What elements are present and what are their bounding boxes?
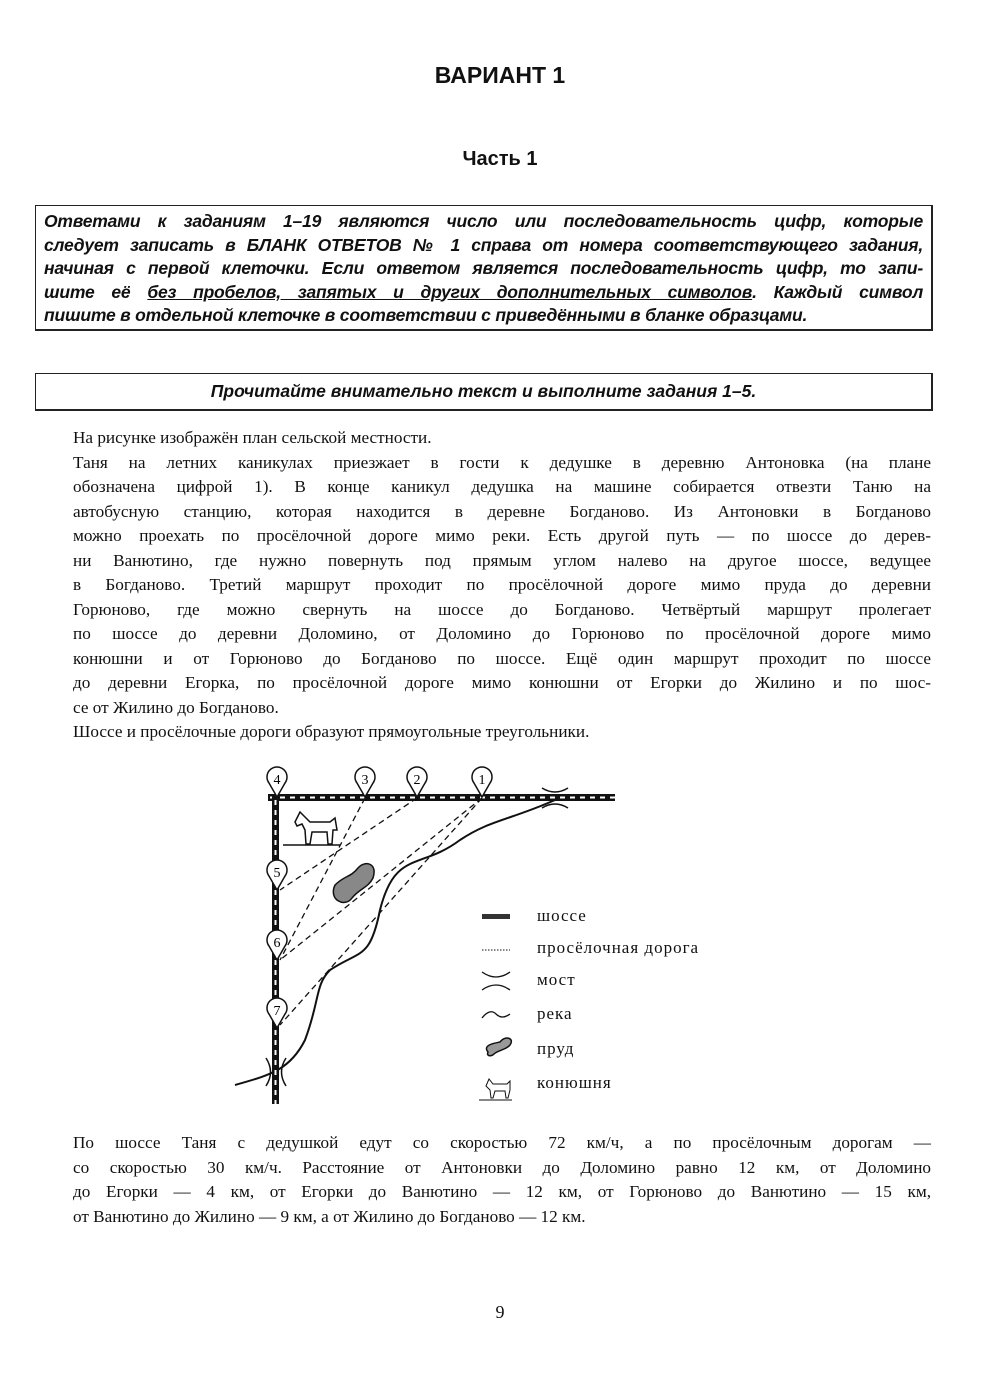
part-title: Часть 1: [462, 148, 538, 170]
legend-bridge-icon: [482, 972, 510, 990]
marker-label: 3: [361, 773, 369, 788]
task-header: Прочитайте внимательно текст и выполните задания 1–5.: [210, 381, 757, 401]
marker-label: 5: [273, 866, 281, 881]
legend-pond-icon: [486, 1038, 511, 1056]
problem-text-2: [73, 1131, 931, 1229]
text-line: Горюново, где можно свернуть на шоссе до Богданово. Четвёртый маршрут пролегает: [73, 599, 931, 619]
text-line: се от Жилино до Богданово.: [73, 697, 279, 717]
text-line: ни Ванютино, где нужно повернуть под прямым углом налево на другое шоссе, ведущее: [73, 550, 931, 570]
text-line: На рисунке изображён план сельской местности.: [73, 428, 432, 447]
text-line: до Егорки — 4 км, от Егорки до Ванютино — 12 км, от Горюново до Ванютино — 15 км,: [73, 1182, 931, 1201]
marker-label: 6: [273, 936, 281, 951]
instruction-line: начиная с первой клеточки. Если ответом является последовательность цифр, то запи-: [44, 258, 923, 278]
marker-2: [407, 767, 427, 797]
legend-highway-icon: [482, 914, 510, 919]
marker-6: [267, 930, 287, 960]
page-number: 9: [495, 1302, 505, 1322]
marker-label: 1: [478, 773, 486, 788]
marker-label: 7: [273, 1004, 281, 1019]
instruction-text: . Каждый символ: [752, 281, 924, 302]
marker-3: [355, 767, 375, 797]
stable-icon: [283, 812, 340, 845]
text-line: Шоссе и просёлочные дороги образуют прямоугольные треугольники.: [73, 722, 590, 741]
text-line: обозначена цифрой 1). В конце каникул дедушка на машине собирается отвезти Таню на: [73, 477, 931, 496]
instructions-box: [35, 205, 933, 331]
marker-5: [267, 860, 287, 890]
variant-title: ВАРИАНТ 1: [434, 62, 566, 88]
task-header-box: [35, 373, 933, 411]
instruction-line: следует записать в БЛАНК ОТВЕТОВ № 1 справа от номера соответствующего задания,: [44, 234, 923, 255]
marker-label: 2: [413, 773, 421, 788]
text-line: в Богданово. Третий маршрут проходит по просёлочной дороге мимо пруда до деревни: [73, 575, 931, 594]
text-line: Таня на летних каникулах приезжает в гости к дедушке в деревню Антоновка (на плане: [73, 452, 931, 472]
legend-bridge: мост: [537, 970, 576, 989]
instruction-underlined: без пробелов, запятых и других дополнительных символов: [147, 281, 753, 302]
pond: [333, 864, 374, 903]
legend-river-icon: [482, 1012, 510, 1018]
text-line: можно проехать по просёлочной дороге мимо реки. Есть другой путь — по шоссе до дерев-: [73, 526, 931, 545]
highway-horizontal: [268, 794, 615, 801]
legend-highway: шоссе: [537, 906, 587, 925]
text-line: конюшни и от Горюново до Богданово по шоссе. Ещё один маршрут проходит по шоссе: [73, 648, 931, 668]
instruction-text: шите её: [44, 281, 148, 302]
marker-7: [267, 998, 287, 1028]
text-line: автобусную станцию, которая находится в деревне Богданово. Из Антоновки в Богданово: [73, 501, 931, 521]
problem-text: [73, 426, 931, 745]
instruction-line: пишите в отдельной клеточке в соответствии с приведёнными в бланке образцами.: [44, 305, 808, 325]
instruction-line: [44, 281, 923, 305]
legend-pond: пруд: [537, 1039, 575, 1058]
legend-symbols: [479, 914, 512, 1100]
text-line: По шоссе Таня с дедушкой едут со скоростью 72 км/ч, а по просёлочным дорогам —: [73, 1133, 931, 1152]
marker-label: 4: [273, 773, 281, 788]
legend-dirt-road: просёлочная дорога: [537, 938, 700, 957]
text-line: от Ванютино до Жилино — 9 км, а от Жилино до Богданово — 12 км.: [73, 1206, 586, 1226]
legend-stable-icon: [479, 1079, 512, 1100]
text-line: со скоростью 30 км/ч. Расстояние от Антоновки до Доломино равно 12 км, от Доломино: [73, 1157, 931, 1177]
legend-river: река: [537, 1004, 573, 1023]
text-line: по шоссе до деревни Доломино, от Доломино до Горюново по просёлочной дороге мимо: [73, 624, 931, 643]
marker-1: [472, 767, 492, 797]
marker-4: [267, 767, 287, 797]
text-line: до деревни Егорка, по просёлочной дороге мимо конюшни от Егорки до Жилино и по шос-: [73, 673, 931, 692]
legend-stable: конюшня: [537, 1073, 612, 1092]
instruction-line: Ответами к заданиям 1–19 являются число или последовательность цифр, которые: [44, 211, 923, 231]
